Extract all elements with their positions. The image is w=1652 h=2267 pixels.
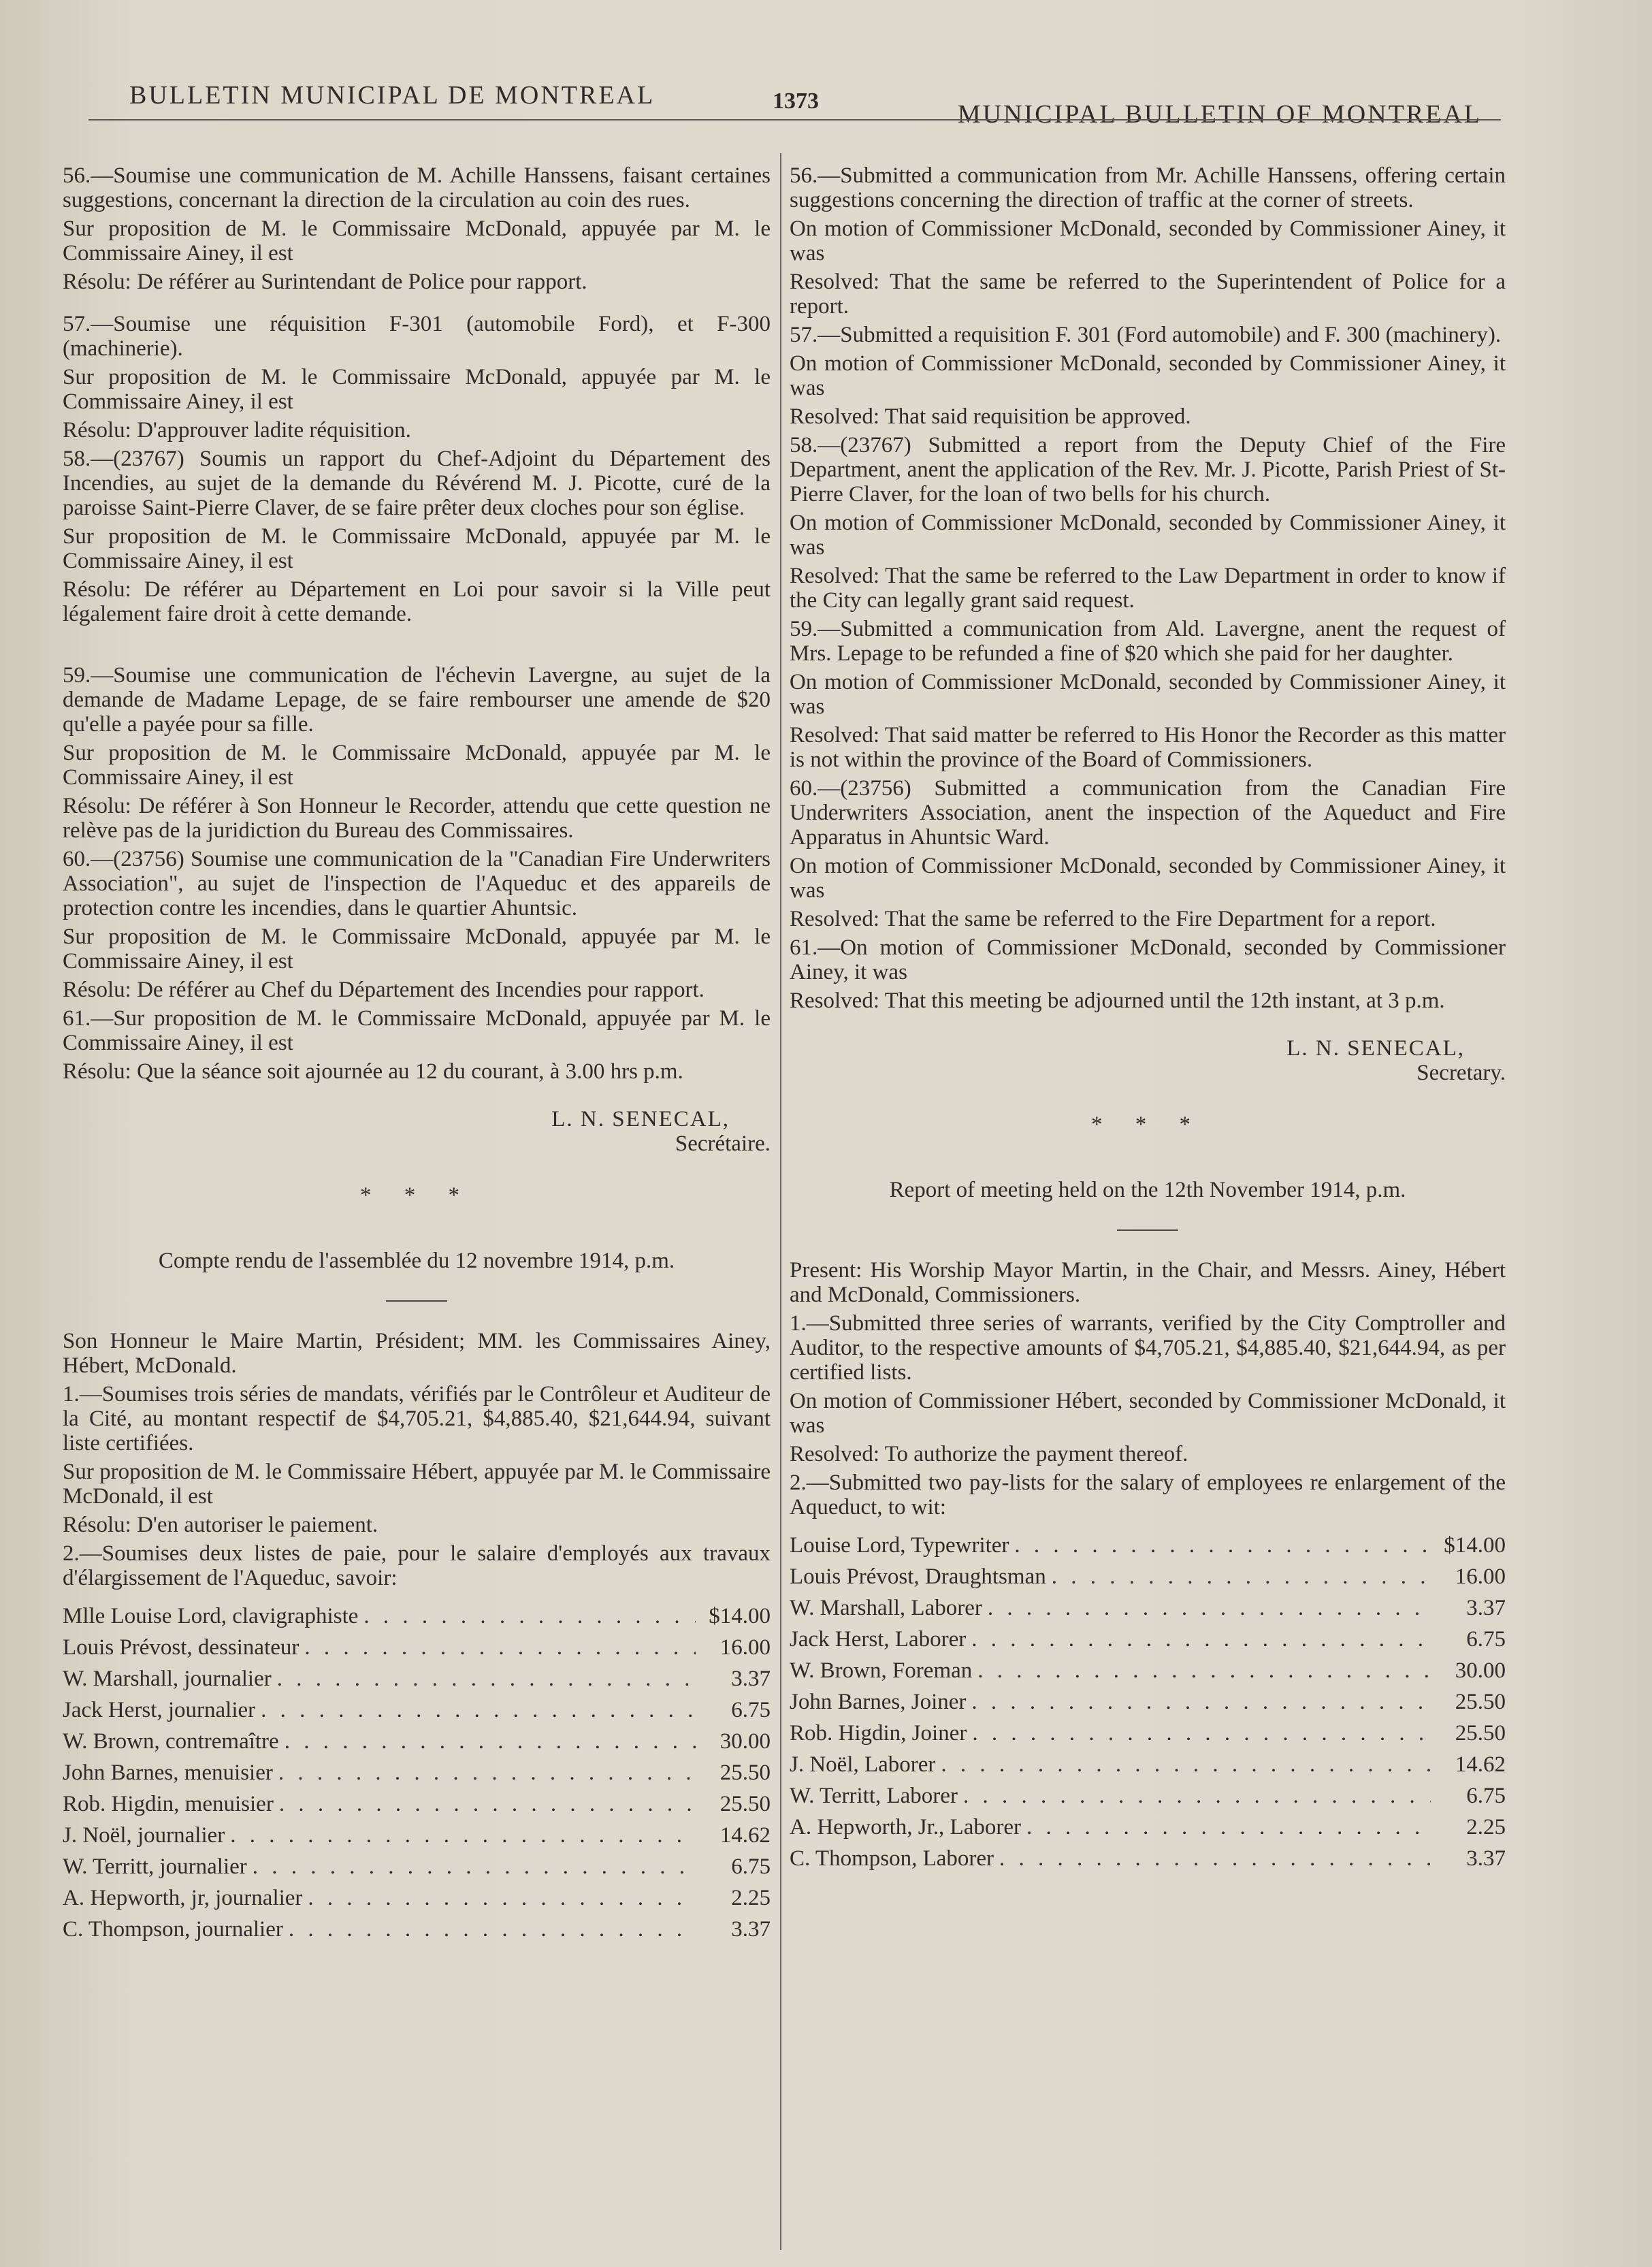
- paragraph: 61.—Sur proposition de M. le Commissaire McDonald, appuyée par M. le Commissaire Ainey, il est: [63, 1006, 771, 1055]
- employee-name: J. Noël, Laborer: [790, 1752, 936, 1777]
- leader-dots: [994, 1846, 1431, 1871]
- header-title-english: MUNICIPAL BULLETIN OF MONTREAL: [957, 100, 1482, 129]
- payroll-row: [63, 1917, 771, 1948]
- paragraph: 57.—Soumise une réquisition F-301 (automobile Ford), et F-300 (machinerie).: [63, 312, 771, 361]
- amount: 14.62: [719, 1823, 771, 1848]
- paragraph: Resolved: That the same be referred to the Fire Department for a report.: [790, 907, 1436, 931]
- payroll-row: [790, 1627, 1506, 1658]
- paragraph: On motion of Commissioner McDonald, seconded by Commissioner Ainey, it was: [790, 351, 1506, 400]
- english-minutes: [790, 163, 1506, 1013]
- amount: 2.25: [731, 1886, 771, 1910]
- paragraph: Sur proposition de M. le Commissaire McDonald, appuyée par M. le Commissaire Ainey, il est: [63, 365, 771, 414]
- signature-title: Secrétaire.: [675, 1131, 771, 1156]
- paragraph: Resolved: That the same be referred to the Superintendent of Police for a report.: [790, 270, 1506, 319]
- payroll-row: [790, 1815, 1506, 1846]
- paragraph: 59.—Submitted a communication from Ald. Lavergne, anent the request of Mrs. Lepage to be refunded a fine of $20 which she paid for her daughter.: [790, 617, 1506, 666]
- leader-dots: [982, 1596, 1431, 1620]
- paragraph: 57.—Submitted a requisition F. 301 (Ford automobile) and F. 300 (machinery).: [790, 323, 1502, 347]
- leader-dots: [958, 1784, 1431, 1808]
- paragraph: 1.—Soumises trois séries de mandats, vérifiés par le Contrôleur et Auditeur de la Cité, au montant respectif de $4,705.21, $4,885.40, $21,644.94, suivant liste certifiées.: [63, 1382, 771, 1456]
- french-meeting-minutes: [63, 1329, 771, 1590]
- payroll-row: [63, 1604, 771, 1635]
- paragraph: On motion of Commissioner Hébert, seconded by Commissioner McDonald, it was: [790, 1389, 1506, 1438]
- employee-name: John Barnes, menuisier: [63, 1760, 273, 1785]
- paragraph: Résolu: De référer au Chef du Département des Incendies pour rapport.: [63, 978, 704, 1002]
- paragraph: 56.—Soumise une communication de M. Achille Hanssens, faisant certaines suggestions, concernant la direction de la circulation au coin des rues.: [63, 163, 771, 212]
- paragraph: On motion of Commissioner McDonald, seconded by Commissioner Ainey, it was: [790, 511, 1506, 560]
- amount: 6.75: [1466, 1627, 1506, 1652]
- amount: $14.00: [709, 1604, 771, 1628]
- leader-dots: [966, 1627, 1431, 1652]
- amount: 6.75: [731, 1854, 771, 1879]
- employee-name: C. Thompson, journalier: [63, 1917, 283, 1942]
- payroll-row: [63, 1854, 771, 1886]
- signature-block: [790, 1036, 1506, 1085]
- page-number: 1373: [773, 89, 819, 114]
- payroll-row: [63, 1823, 771, 1854]
- signature-name: L. N. SENECAL,: [1286, 1036, 1465, 1061]
- amount: 16.00: [1455, 1564, 1506, 1589]
- leader-dots: [247, 1854, 696, 1879]
- section-separator: * * *: [360, 1183, 473, 1208]
- amount: 25.50: [1455, 1690, 1506, 1714]
- meeting-title: Compte rendu de l'assemblée du 12 novembre 1914, p.m.: [158, 1249, 675, 1273]
- meeting-title: Report of meeting held on the 12th November 1914, p.m.: [889, 1178, 1406, 1202]
- paragraph: Sur proposition de M. le Commissaire McDonald, appuyée par M. le Commissaire Ainey, il est: [63, 216, 771, 266]
- leader-dots: [967, 1721, 1431, 1746]
- amount: $14.00: [1444, 1533, 1506, 1558]
- paragraph: Resolved: That said requisition be approved.: [790, 404, 1191, 429]
- leader-dots: [225, 1823, 696, 1848]
- payroll-row: [63, 1635, 771, 1667]
- paragraph: 56.—Submitted a communication from Mr. Achille Hanssens, offering certain suggestions concerning the direction of traffic at the corner of streets.: [790, 163, 1506, 212]
- amount: 30.00: [719, 1729, 771, 1754]
- paragraph: Résolu: Que la séance soit ajournée au 12 du courant, à 3.00 hrs p.m.: [63, 1059, 683, 1084]
- page-header: [129, 74, 1482, 129]
- paragraph: 1.—Submitted three series of warrants, verified by the City Comptroller and Auditor, to the respective amounts of $4,705.21, $4,885.40, $21,644.94, as per certified lists.: [790, 1311, 1506, 1385]
- paragraph: Resolved: That the same be referred to the Law Department in order to know if the City can legally grant said request.: [790, 564, 1506, 613]
- amount: 30.00: [1455, 1658, 1506, 1683]
- paragraph: Resolved: That said matter be referred to His Honor the Recorder as this matter is not within the province of the Board of Commissioners.: [790, 723, 1506, 772]
- paragraph: 2.—Soumises deux listes de paie, pour le salaire d'employés aux travaux d'élargissement de l'Aqueduc, savoir:: [63, 1541, 771, 1590]
- amount: 6.75: [1466, 1784, 1506, 1808]
- section-separator: * * *: [1091, 1112, 1204, 1137]
- employee-name: Rob. Higdin, menuisier: [63, 1792, 274, 1816]
- payroll-row: [63, 1667, 771, 1698]
- payroll-row: [790, 1596, 1506, 1627]
- amount: 3.37: [1466, 1596, 1506, 1620]
- leader-dots: [302, 1886, 696, 1910]
- payroll-row: [63, 1792, 771, 1823]
- english-column: [790, 163, 1506, 1878]
- payroll-row: [790, 1784, 1506, 1815]
- payroll-row: [790, 1721, 1506, 1752]
- amount: 25.50: [719, 1760, 771, 1785]
- paragraph: 2.—Submitted two pay-lists for the salary of employees re enlargement of the Aqueduct, to wit:: [790, 1470, 1506, 1520]
- leader-dots: [255, 1698, 696, 1722]
- employee-name: W. Marshall, journalier: [63, 1667, 272, 1691]
- employee-name: W. Territt, journalier: [63, 1854, 247, 1879]
- employee-name: Louis Prévost, Draughtsman: [790, 1564, 1046, 1589]
- paragraph: Résolu: De référer au Département en Loi pour savoir si la Ville peut légalement faire droit à cette demande.: [63, 577, 771, 626]
- leader-dots: [283, 1917, 696, 1942]
- leader-dots: [935, 1752, 1431, 1777]
- employee-name: J. Noël, journalier: [63, 1823, 225, 1848]
- paragraph: 60.—(23756) Submitted a communication from the Canadian Fire Underwriters Association, anent the inspection of the Aqueduct and Fire Apparatus in Ahuntsic Ward.: [790, 776, 1506, 850]
- signature-title: Secretary.: [1416, 1061, 1506, 1085]
- paragraph: Sur proposition de M. le Commissaire McDonald, appuyée par M. le Commissaire Ainey, il est: [63, 925, 771, 974]
- amount: 14.62: [1455, 1752, 1506, 1777]
- employee-name: A. Hepworth, Jr., Laborer: [790, 1815, 1021, 1839]
- amount: 16.00: [719, 1635, 771, 1660]
- payroll-row: [63, 1760, 771, 1792]
- paragraph: Résolu: De référer à Son Honneur le Recorder, attendu que cette question ne relève pas de la juridiction du Bureau des Commissaires.: [63, 794, 771, 843]
- employee-name: Rob. Higdin, Joiner: [790, 1721, 967, 1746]
- amount: 25.50: [719, 1792, 771, 1816]
- employee-name: W. Territt, Laborer: [790, 1784, 958, 1808]
- signature-block: [63, 1107, 771, 1156]
- leader-dots: [299, 1635, 696, 1660]
- payroll-list-english: [790, 1533, 1506, 1878]
- leader-dots: [966, 1690, 1431, 1714]
- paragraph: 59.—Soumise une communication de l'échevin Lavergne, au sujet de la demande de Madame Lepage, de se faire rembourser une amende de $20 qu'elle a payée pour sa fille.: [63, 663, 771, 737]
- amount: 3.37: [731, 1917, 771, 1942]
- employee-name: C. Thompson, Laborer: [790, 1846, 994, 1871]
- paragraph: Sur proposition de M. le Commissaire Hébert, appuyée par M. le Commissaire McDonald, il est: [63, 1460, 771, 1509]
- paragraph: Resolved: To authorize the payment thereof.: [790, 1442, 1188, 1466]
- paragraph: On motion of Commissioner McDonald, seconded by Commissioner Ainey, it was: [790, 854, 1506, 903]
- payroll-row: [790, 1846, 1506, 1878]
- employee-name: A. Hepworth, jr, journalier: [63, 1886, 303, 1910]
- leader-dots: [273, 1760, 696, 1785]
- paragraph: On motion of Commissioner McDonald, seconded by Commissioner Ainey, it was: [790, 216, 1506, 266]
- payroll-row: [63, 1886, 771, 1917]
- employee-name: W. Marshall, Laborer: [790, 1596, 982, 1620]
- leader-dots: [274, 1792, 696, 1816]
- leader-dots: [1009, 1533, 1431, 1558]
- employee-name: John Barnes, Joiner: [790, 1690, 967, 1714]
- payroll-row: [790, 1752, 1506, 1784]
- paragraph: Present: His Worship Mayor Martin, in the Chair, and Messrs. Ainey, Hébert and McDonald, Commissioners.: [790, 1258, 1506, 1307]
- paragraph: 61.—On motion of Commissioner McDonald, seconded by Commissioner Ainey, it was: [790, 935, 1506, 984]
- french-minutes: [63, 163, 771, 1084]
- employee-name: W. Brown, contremaître: [63, 1729, 279, 1754]
- payroll-row: [790, 1690, 1506, 1721]
- leader-dots: [972, 1658, 1431, 1683]
- employee-name: Louise Lord, Typewriter: [790, 1533, 1009, 1558]
- payroll-row: [790, 1564, 1506, 1596]
- english-meeting-minutes: [790, 1258, 1506, 1520]
- paragraph: Résolu: D'approuver ladite réquisition.: [63, 418, 411, 443]
- employee-name: W. Brown, Foreman: [790, 1658, 973, 1683]
- paragraph: On motion of Commissioner McDonald, seconded by Commissioner Ainey, it was: [790, 670, 1506, 719]
- leader-dots: [272, 1667, 696, 1691]
- header-title-french: BULLETIN MUNICIPAL DE MONTREAL: [129, 81, 655, 110]
- payroll-list-french: [63, 1604, 771, 1948]
- paragraph: Sur proposition de M. le Commissaire McDonald, appuyée par M. le Commissaire Ainey, il est: [63, 524, 771, 573]
- amount: 3.37: [731, 1667, 771, 1691]
- amount: 6.75: [731, 1698, 771, 1722]
- employee-name: Louis Prévost, dessinateur: [63, 1635, 299, 1660]
- employee-name: Jack Herst, Laborer: [790, 1627, 967, 1652]
- payroll-row: [790, 1533, 1506, 1564]
- amount: 25.50: [1455, 1721, 1506, 1746]
- paragraph: Sur proposition de M. le Commissaire McDonald, appuyée par M. le Commissaire Ainey, il est: [63, 741, 771, 790]
- short-rule: [386, 1300, 447, 1302]
- signature-name: L. N. SENECAL,: [551, 1107, 730, 1131]
- paragraph: 58.—(23767) Soumis un rapport du Chef-Adjoint du Département des Incendies, au sujet de la demande du Révérend M. J. Picotte, curé de la paroisse Saint-Pierre Claver, de se faire prêter deux cloches pour son église.: [63, 447, 771, 520]
- employee-name: Jack Herst, journalier: [63, 1698, 256, 1722]
- french-column: [63, 163, 771, 1948]
- paragraph: 58.—(23767) Submitted a report from the Deputy Chief of the Fire Department, anent the application of the Rev. Mr. J. Picotte, Parish Priest of St-Pierre Claver, for the loan of two bells for his church.: [790, 433, 1506, 507]
- paragraph: Son Honneur le Maire Martin, Président; MM. les Commissaires Ainey, Hébert, McDonald.: [63, 1329, 771, 1378]
- leader-dots: [358, 1604, 696, 1628]
- payroll-row: [63, 1729, 771, 1760]
- column-divider: [780, 153, 781, 2250]
- paragraph: 60.—(23756) Soumise une communication de la "Canadian Fire Underwriters Association", au sujet de l'inspection de l'Aqueduc et des appareils de protection contre les incendies, dans le quartier Ahuntsic.: [63, 847, 771, 920]
- paragraph: Résolu: D'en autoriser le paiement.: [63, 1513, 378, 1537]
- leader-dots: [279, 1729, 696, 1754]
- header-rule: [88, 119, 1501, 120]
- short-rule: [1117, 1229, 1178, 1231]
- leader-dots: [1046, 1564, 1431, 1589]
- payroll-row: [63, 1698, 771, 1729]
- amount: 3.37: [1466, 1846, 1506, 1871]
- amount: 2.25: [1466, 1815, 1506, 1839]
- paragraph: Résolu: De référer au Surintendant de Police pour rapport.: [63, 270, 587, 294]
- employee-name: Mlle Louise Lord, clavigraphiste: [63, 1604, 359, 1628]
- leader-dots: [1021, 1815, 1431, 1839]
- payroll-row: [790, 1658, 1506, 1690]
- paragraph: Resolved: That this meeting be adjourned until the 12th instant, at 3 p.m.: [790, 988, 1445, 1013]
